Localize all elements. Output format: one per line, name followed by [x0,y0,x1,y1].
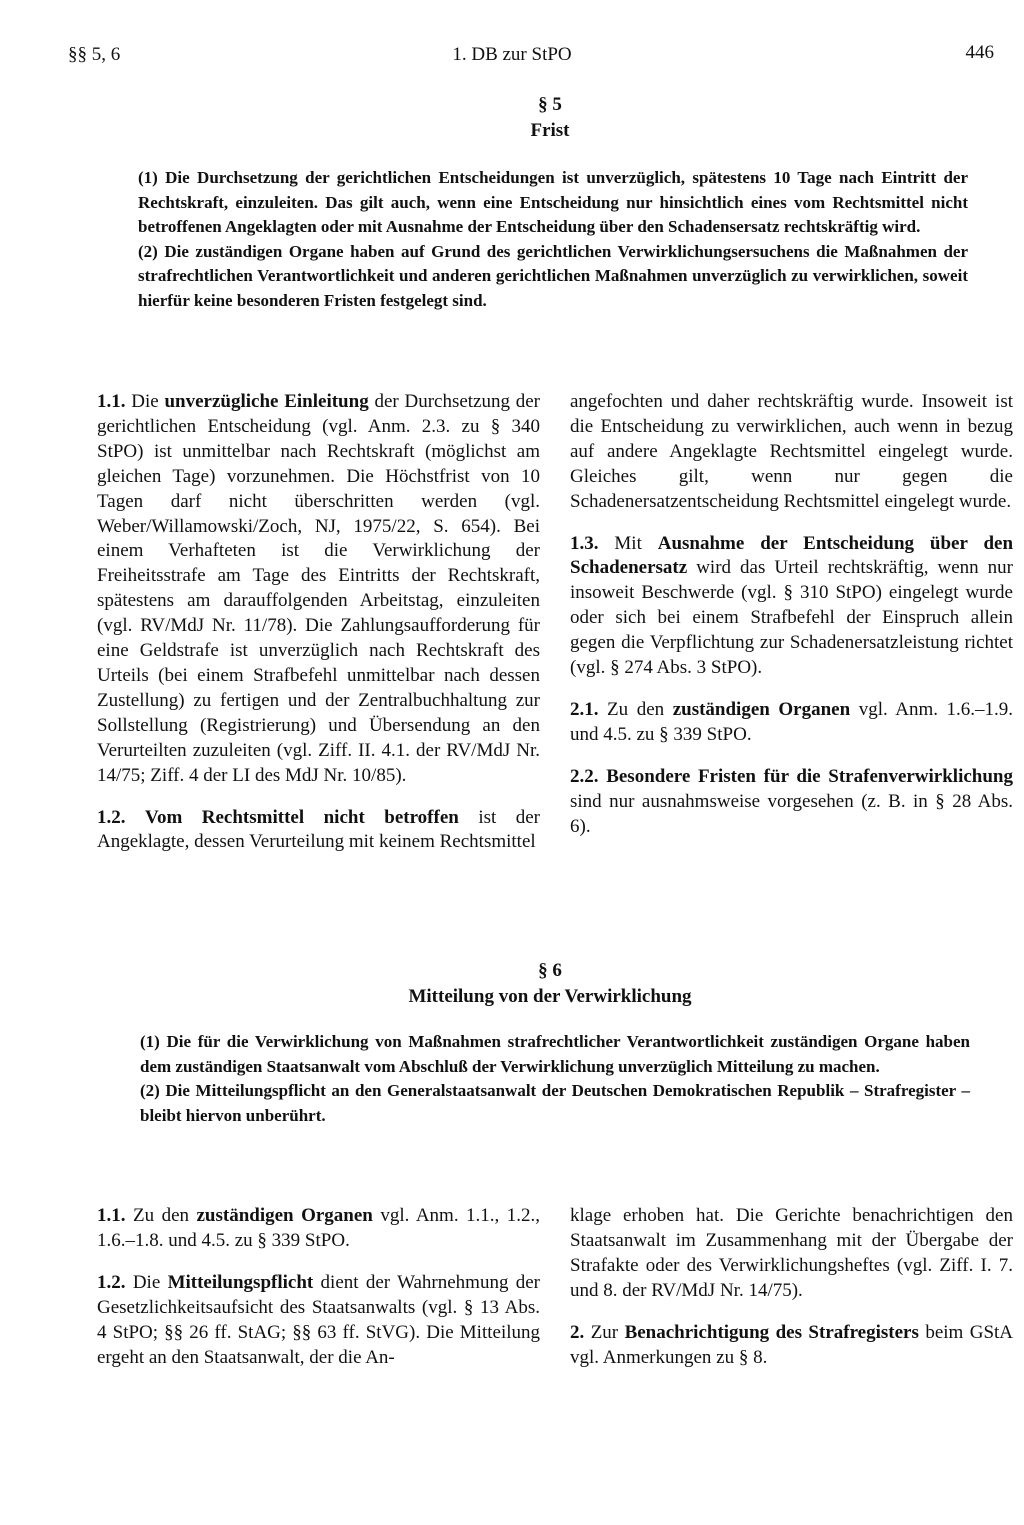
note-6-2 [570,1321,1013,1371]
note-number: 2.1. [570,698,599,720]
section-6-number: § 6 [538,960,562,981]
note-6-1-2 [97,1271,540,1371]
note-number: 1.3. [570,532,599,554]
note-5-1-2-continued [570,390,1013,515]
note-5-1-1 [97,390,540,789]
note-lead: Mit [614,532,642,554]
note-lead: Zu den [607,698,665,720]
section-5-paragraph-1: (1) Die Durchsetzung der gerichtlichen Entscheidungen ist unverzüglich, spätestens 10 Tage nach Eintritt der Rechtskraft, einzuleiten. Das gilt auch, wenn eine Entscheidung nur hinsichtlich eines vom Rechtsmittel nicht betroffenen Angeklagten oder mit Ausnahme der Entscheidung über den Schadensersatz rechtskräftig wird. [138,168,968,237]
note-text: der Durchsetzung der gerichtlichen Entscheidung (vgl. Anm. 2.3. zu § 340 StPO) ist unmittelbar nach Rechtskraft (möglichst am gleichen Tage) vorzunehmen. Die Höchstfrist von 10 Tagen darf nicht überschritten werden (vgl. Weber/Willamowski/Zoch, NJ, 1975/22, S. 654). Bei einem Verhafteten ist die Verwirklichung der Freiheitsstrafe am Tage des Eintritts der Rechtskraft, spätestens am darauffolgenden Arbeitstag, einzuleiten (vgl. RV/MdJ Nr. 11/78). Die Zahlungsaufforderung für eine Geldstrafe ist unverzüglich nach Rechtskraft des Urteils (bei einem Strafbefehl unmittelbar nach dessen Zustellung) zu fertigen und der Zentralbuchhaltung zur Sollstellung (Registrierung) und Übersendung an den Verurteilten zuzuleiten (vgl. Ziff. II. 4.1. der RV/MdJ Nr. 14/75; Ziff. 4 der LI des MdJ Nr. 10/85). [97,391,541,786]
section-5-number: § 5 [538,94,562,115]
note-keyword: unverzügliche Einleitung [164,391,369,412]
note-keyword: Ausnahme der Entscheidung über den Schadenersatz [570,532,1014,579]
note-5-2-1 [570,698,1013,748]
note-text: vgl. Anm. 1.6.–1.9. und 4.5. zu § 339 StPO. [570,698,1014,745]
note-lead: Die [131,391,159,412]
section-5-law-text [138,166,968,314]
note-keyword: Besondere Fristen für die Strafenverwirklichung [606,765,1014,787]
section-6-law-text [140,1030,970,1128]
page-number: 446 [965,42,994,63]
section-5-notes-left-column [97,390,540,872]
note-text: angefochten und daher rechtskräftig wurde. Insoweit ist die Entscheidung zu verwirklichen, auch wenn in bezug auf andere Angeklagte Rechtsmittel eingelegt wurde. Gleiches gilt, wenn nur gegen die Schadenersatzentscheidung Rechtsmittel eingelegt wurde. [570,391,1013,512]
note-keyword: Mitteilungspflicht [167,1271,314,1293]
note-lead: Die [132,1271,161,1293]
note-number: 1.2. [97,806,126,828]
section-6-title: Mitteilung von der Verwirklichung [408,986,692,1007]
section-6-notes-left-column [97,1204,540,1387]
running-header-left: §§ 5, 6 [68,44,121,65]
section-6-notes-right-column [570,1204,1013,1387]
section-6-paragraph-1: (1) Die für die Verwirklichung von Maßnahmen strafrechtlicher Verantwortlichkeit zuständigen Organe haben dem zuständigen Staatsanwalt vom Abschluß der Verwirklichung unverzüglich Mitteilung zu machen. [140,1032,970,1076]
note-text: ist der Angeklagte, dessen Verurteilung mit keinem Rechtsmittel [97,806,541,853]
note-text: klage erhoben hat. Die Gerichte benachrichtigen den Staatsanwalt im Zusammenhang mit der Übergabe der Strafakte oder des Verwirklichungsheftes (vgl. Ziff. I. 7. und 8. der RV/MdJ Nr. 14/75). [570,1205,1013,1301]
note-number: 2.2. [570,765,599,787]
note-5-1-3 [570,532,1013,681]
note-6-1-1 [97,1204,540,1254]
note-keyword: zuständigen Organen [672,698,851,720]
note-keyword: Vom Rechtsmittel nicht betroffen [144,806,459,828]
section-5-notes-right-column [570,390,1013,857]
note-lead: Zur [590,1321,619,1343]
note-5-1-2 [97,806,540,856]
running-header-title: 1. DB zur StPO [452,44,572,65]
note-lead: Zu den [132,1205,189,1226]
note-number: 1.1. [97,1205,126,1226]
note-text: wird das Urteil rechtskräftig, wenn nur insoweit Beschwerde (vgl. § 310 StPO) eingelegt wurde oder sich bei einem Strafbefehl der Einspruch allein gegen die Verpflichtung zur Schadenersatzleistung richtet (vgl. § 274 Abs. 3 StPO). [570,557,1014,679]
note-text: vgl. Anm. 1.1., 1.2., 1.6.–1.8. und 4.5. zu § 339 StPO. [97,1205,541,1251]
note-text: beim GStA vgl. Anmerkungen zu § 8. [570,1321,1014,1368]
section-6-paragraph-2: (2) Die Mitteilungspflicht an den Generalstaatsanwalt der Deutschen Demokratischen Republik – Strafregister – bleibt hiervon unberührt. [140,1081,970,1125]
note-5-2-2 [570,765,1013,840]
note-text: sind nur ausnahmsweise vorgesehen (z. B. in § 28 Abs. 6). [570,790,1013,837]
note-number: 1.1. [97,391,126,412]
section-5-title: Frist [530,120,570,141]
note-keyword: Benachrichtigung des Strafregisters [624,1321,919,1343]
note-number: 2. [570,1321,585,1343]
section-5-paragraph-2: (2) Die zuständigen Organe haben auf Grund des gerichtlichen Verwirklichungsersuchens die Maßnahmen der strafrechtlichen Verantwortlichkeit und anderen gerichtlichen Maßnahmen unverzüglich zu verwirklichen, soweit hierfür keine besonderen Fristen festgelegt sind. [138,241,968,310]
note-number: 1.2. [97,1271,126,1293]
note-text: dient der Wahrnehmung der Gesetzlichkeitsaufsicht des Staatsanwalts (vgl. § 13 Abs. 4 StPO; §§ 26 ff. StAG; §§ 63 ff. StVG). Die Mitteilung ergeht an den Staatsanwalt, der die An- [97,1271,541,1368]
note-6-1-2-continued [570,1204,1013,1304]
note-keyword: zuständigen Organen [196,1205,373,1226]
